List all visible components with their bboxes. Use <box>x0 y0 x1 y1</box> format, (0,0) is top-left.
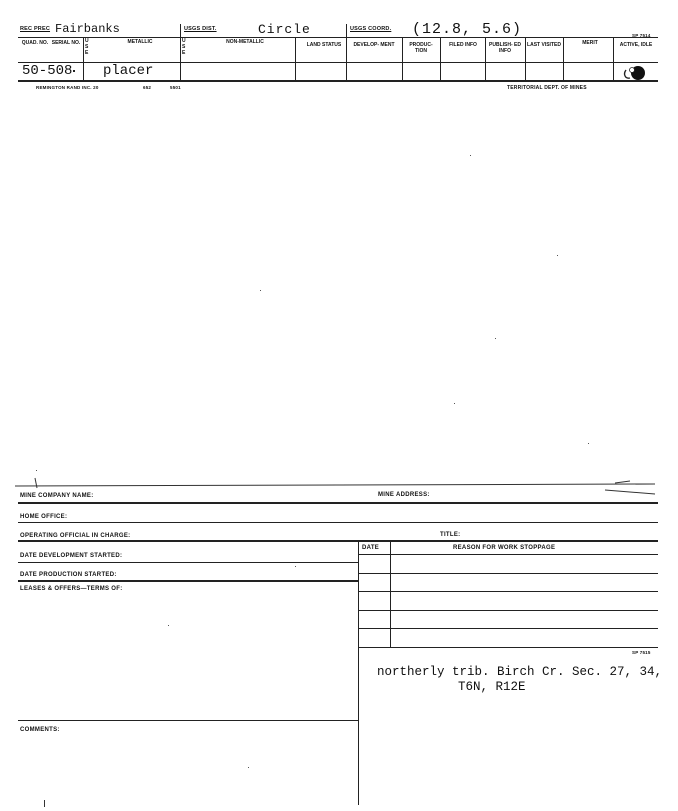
comments-label: COMMENTS: <box>20 727 60 733</box>
metallic-value: placer <box>103 63 154 79</box>
margin-tick <box>44 800 45 807</box>
mine-address-label: MINE ADDRESS: <box>378 492 430 498</box>
location-note-line1: northerly trib. Birch Cr. Sec. 27, 34, <box>377 665 663 679</box>
rec-prec-value: Fairbanks <box>55 22 120 36</box>
col-land-status: LAND STATUS <box>306 42 342 48</box>
rec-prec-label: REC PREC <box>20 26 51 32</box>
col-metallic: METALLIC <box>127 39 153 45</box>
col-active-idle: ACTIVE, IDLE <box>619 42 653 48</box>
usgs-dist-value: Circle <box>258 22 311 37</box>
date-development-label: DATE DEVELOPMENT STARTED: <box>20 553 123 559</box>
form-top-edge <box>15 474 660 500</box>
printer-label: REMINGTON RAND INC. 20 <box>36 85 99 90</box>
col-non-metallic: NON-METALLIC <box>226 39 264 45</box>
col-last-visited: LAST VISITED <box>527 42 561 48</box>
operating-official-label: OPERATING OFFICIAL IN CHARGE: <box>20 533 131 539</box>
reason-column-header: REASON FOR WORK STOPPAGE <box>453 545 556 551</box>
col-merit: MERIT <box>582 40 598 46</box>
col-production: PRODUC- TION <box>409 42 433 54</box>
col-published-info: PUBLISH- ED INFO <box>489 42 521 54</box>
title-label: TITLE: <box>440 532 461 538</box>
date-column-header: DATE <box>362 545 380 551</box>
active-idle-mark <box>622 64 652 82</box>
dot-mark <box>73 70 75 72</box>
code-b: 5501 <box>170 85 181 90</box>
mine-company-name-label: MINE COMPANY NAME: <box>20 493 94 499</box>
col-filed-info: FILED INFO <box>449 42 477 48</box>
col-use-metallic: U S E <box>85 38 89 56</box>
form-code-top: SP 7514 <box>632 33 651 38</box>
department-label: TERRITORIAL DEPT. OF MINES <box>507 85 587 91</box>
code-a: 652 <box>143 85 152 90</box>
form-code-bottom: SP 7515 <box>632 650 651 655</box>
quad-serial-value: 50-508 <box>22 63 73 79</box>
usgs-coord-label: USGS COORD. <box>350 26 392 32</box>
col-development: DEVELOP- MENT <box>353 42 395 48</box>
date-production-label: DATE PRODUCTION STARTED: <box>20 572 117 578</box>
col-use-nonmetallic: U S E <box>182 38 186 56</box>
usgs-dist-label: USGS DIST. <box>184 26 217 32</box>
usgs-coord-value: (12.8, 5.6) <box>412 21 523 38</box>
col-serial: SERIAL NO. <box>51 40 81 46</box>
location-note-line2: T6N, R12E <box>458 680 526 694</box>
leases-label: LEASES & OFFERS—TERMS OF: <box>20 586 123 592</box>
home-office-label: HOME OFFICE: <box>20 514 68 520</box>
col-quad: QUAD. NO. <box>21 40 49 46</box>
